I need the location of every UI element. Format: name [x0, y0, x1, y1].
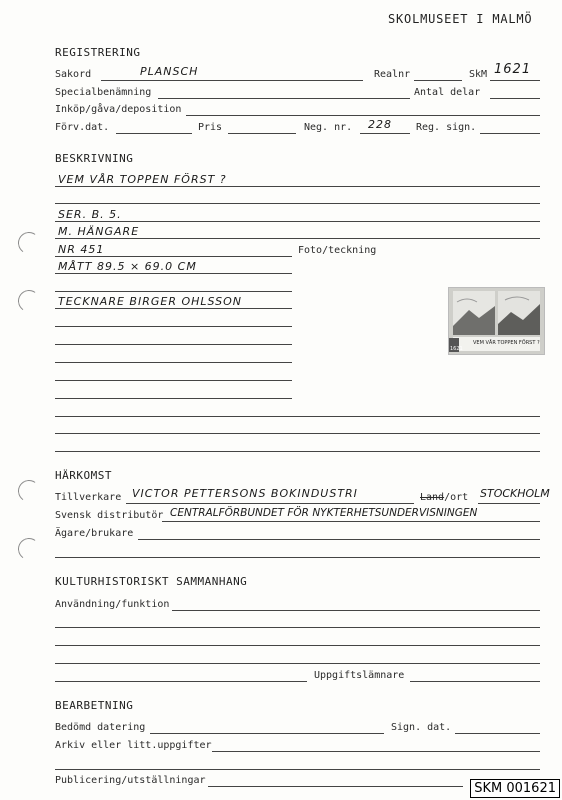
realnr-label: Realnr [374, 69, 411, 80]
pris-line [228, 133, 296, 134]
publicering-line [208, 786, 463, 787]
distributor-label: Svensk distributör [55, 510, 164, 521]
matt-value: MÅTT 89.5 × 69.0 CM [58, 260, 197, 273]
desc-line [55, 433, 540, 434]
harkomst-line [55, 557, 540, 558]
photo-number: 1621 [450, 346, 463, 352]
reg-sign-line [480, 133, 540, 134]
datering-label: Bedömd datering [55, 722, 146, 733]
kultur-line [55, 627, 540, 628]
pris-label: Pris [198, 122, 223, 133]
realnr-line [414, 80, 462, 81]
neg-nr-label: Neg. nr. [304, 122, 353, 133]
desc-line [55, 362, 292, 363]
inkop-label: Inköp/gåva/deposition [55, 104, 182, 115]
inkop-line [186, 115, 540, 116]
skm-value: 1621 [494, 62, 532, 77]
arkiv-line [212, 751, 540, 752]
tillverkare-value: VICTOR PETTERSONS BOKINDUSTRI [132, 487, 358, 500]
title-value: VEM VÅR TOPPEN FÖRST ? [58, 173, 227, 186]
punch-hole [16, 230, 41, 255]
forv-dat-line [116, 133, 192, 134]
kultur-line [55, 681, 307, 682]
sign-dat-line [455, 733, 540, 734]
section-harkomst: HÄRKOMST [55, 469, 112, 482]
ort-line [478, 503, 540, 504]
poster-illustration [449, 288, 544, 354]
specialbenamning-line [158, 98, 410, 99]
hangare-value: M. HÄNGARE [58, 225, 140, 238]
reg-sign-label: Reg. sign. [416, 122, 477, 133]
desc-line [55, 273, 292, 274]
desc-line [55, 238, 540, 239]
desc-line [55, 221, 540, 222]
punch-hole [16, 478, 41, 503]
neg-nr-line [360, 133, 410, 134]
ort-value: STOCKHOLM [480, 487, 550, 500]
anvandning-line [172, 610, 540, 611]
punch-hole [16, 288, 41, 313]
poster-photo [448, 287, 545, 355]
tecknare-value: TECKNARE BIRGER OHLSSON [58, 295, 242, 308]
desc-line [55, 186, 540, 187]
neg-nr-value: 228 [368, 118, 392, 131]
museum-title: SKOLMUSEET I MALMÖ [388, 12, 533, 26]
forv-dat-label: Förv.dat. [55, 122, 110, 133]
photo-caption: VEM VÅR TOPPEN FÖRST ? [473, 340, 540, 346]
section-bearbetning: BEARBETNING [55, 699, 134, 712]
skm-line [490, 80, 540, 81]
desc-line [55, 398, 292, 399]
bearbetning-line [55, 769, 540, 770]
land-ort-label [420, 492, 468, 504]
anvandning-label: Användning/funktion [55, 599, 170, 610]
section-beskrivning: BESKRIVNING [55, 152, 134, 165]
agare-label: Ägare/brukare [55, 528, 134, 539]
uppgiftslamnare-line [410, 681, 540, 682]
kultur-line [55, 645, 540, 646]
sakord-label: Sakord [55, 69, 92, 80]
desc-line [55, 326, 292, 327]
desc-line [55, 416, 540, 417]
sakord-line [101, 80, 363, 81]
datering-line [150, 733, 384, 734]
foto-teckning-label: Foto/teckning [298, 245, 377, 256]
desc-line [55, 451, 540, 452]
sakord-value: PLANSCH [140, 65, 199, 78]
publicering-label: Publicering/utställningar [55, 775, 206, 786]
ort-label: /ort [444, 492, 469, 503]
arkiv-label: Arkiv eller litt.uppgifter [55, 740, 212, 751]
ser-value: SER. B. 5. [58, 208, 122, 221]
agare-line [138, 539, 540, 540]
inventory-stamp: SKM 001621 [470, 779, 560, 798]
desc-line [55, 256, 292, 257]
distributor-value: CENTRALFÖRBUNDET FÖR NYKTERHETSUNDERVISNINGEN [170, 507, 478, 519]
tillverkare-label: Tillverkare [55, 492, 122, 503]
section-kultur: KULTURHISTORISKT SAMMANHANG [55, 575, 248, 588]
distributor-line [162, 521, 540, 522]
desc-line [55, 203, 540, 204]
section-registrering: REGISTRERING [55, 46, 141, 59]
nr-value: NR 451 [58, 243, 105, 256]
desc-line [55, 344, 292, 345]
specialbenamning-label: Specialbenämning [55, 87, 152, 98]
antal-delar-line [490, 98, 540, 99]
punch-hole [16, 536, 41, 561]
kultur-line [55, 663, 540, 664]
sign-dat-label: Sign. dat. [391, 722, 452, 733]
desc-line [55, 308, 292, 309]
antal-delar-label: Antal delar [414, 87, 481, 98]
desc-line [55, 380, 292, 381]
desc-line [55, 291, 292, 292]
tillverkare-line [126, 503, 414, 504]
skm-label: SkM [469, 69, 488, 80]
land-label: Land [420, 492, 445, 503]
uppgiftslamnare-label: Uppgiftslämnare [314, 670, 405, 681]
